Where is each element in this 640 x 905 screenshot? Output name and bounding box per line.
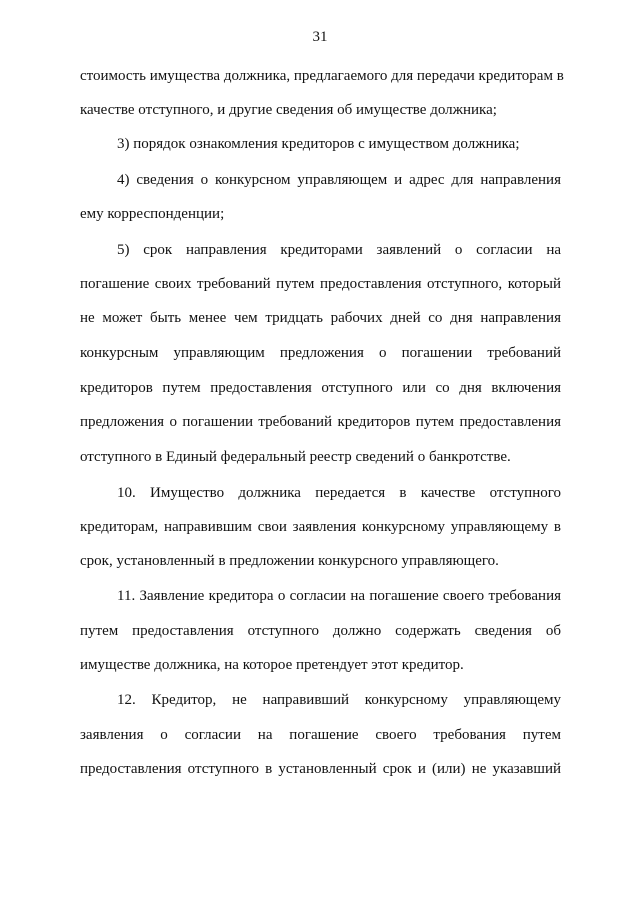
text-line: отступного в Единый федеральный реестр сведений о банкротстве. [80,449,511,465]
text-line: срок, установленный в предложении конкурсного управляющего. [80,553,499,569]
page-number: 31 [312,29,328,45]
text-line: 11. Заявление кредитора о согласии на погашение своего требования [117,588,561,604]
text-line: предложения о погашении требований кредиторов путем предоставления [80,414,561,430]
text-line: 4) сведения о конкурсном управляющем и адрес для направления [117,172,561,188]
text-line: не может быть менее чем тридцать рабочих дней со дня направления [80,310,561,326]
text-line: 12. Кредитор, не направивший конкурсному управляющему [117,692,561,708]
text-line: путем предоставления отступного должно содержать сведения об [80,623,561,639]
text-line: погашение своих требований путем предоставления отступного, который [80,276,561,292]
text-line: кредиторам, направившим свои заявления конкурсному управляющему в [80,519,561,535]
text-line: 5) срок направления кредиторами заявлений о согласии на [117,242,561,258]
text-line: 10. Имущество должника передается в качестве отступного [117,485,561,501]
text-line: ему корреспонденции; [80,206,225,222]
text-line: качестве отступного, и другие сведения об имуществе должника; [80,102,497,118]
text-line: конкурсным управляющим предложения о погашении требований [80,345,561,361]
text-line: 3) порядок ознакомления кредиторов с имуществом должника; [117,136,520,152]
text-line: стоимость имущества должника, предлагаемого для передачи кредиторам в [80,68,564,84]
text-line: предоставления отступного в установленный срок и (или) не указавший [80,761,561,777]
text-line: кредиторов путем предоставления отступного или со дня включения [80,380,561,396]
text-line: имуществе должника, на которое претендует этот кредитор. [80,657,464,673]
text-line: заявления о согласии на погашение своего требования путем [80,727,561,743]
